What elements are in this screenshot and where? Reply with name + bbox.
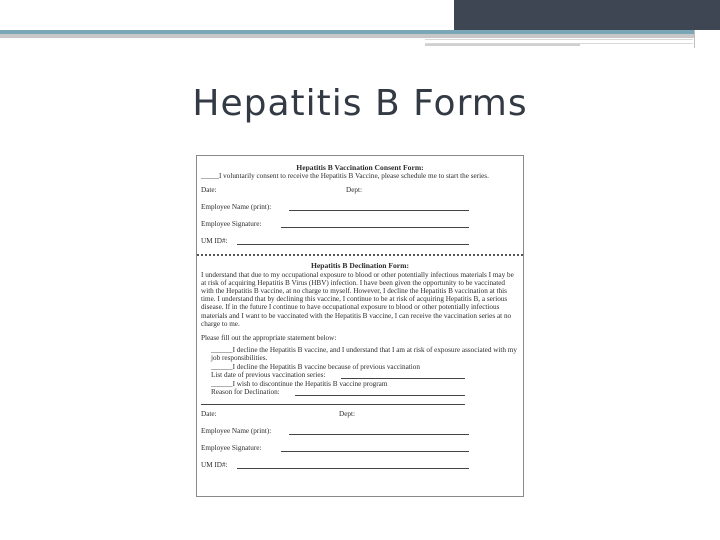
declination-umid-row <box>201 461 519 470</box>
declination-separator-line <box>201 404 465 405</box>
declination-date-row <box>201 410 519 419</box>
consent-dept-label: Dept: <box>346 186 362 195</box>
declination-option-1: ______I decline the Hepatitis B vaccine, and I understand that I am at risk of exposure associated with my job responsibilities. <box>211 346 519 363</box>
consent-date-row <box>201 186 519 195</box>
consent-signature-label: Employee Signature: <box>201 220 262 229</box>
declination-name-line <box>289 434 469 435</box>
form-document <box>196 155 524 497</box>
declination-separator-row <box>201 397 519 406</box>
declination-option-2-sub-row <box>211 371 519 380</box>
consent-date-label: Date: <box>201 186 217 195</box>
declination-option-3: ______I wish to discontinue the Hepatitis B vaccine program <box>211 379 388 388</box>
declination-name-row <box>201 427 519 436</box>
header-gray-stripe <box>0 34 720 38</box>
declination-umid-label: UM ID#: <box>201 461 228 470</box>
consent-form-title: Hepatitis B Vaccination Consent Form: <box>296 163 424 172</box>
declination-option-3-sub: Reason for Declination: <box>211 388 280 397</box>
declination-option-2-sub: List date of previous vaccination series: <box>211 370 326 379</box>
consent-signature-line <box>281 227 469 228</box>
cut-line <box>197 254 523 256</box>
consent-signature-row <box>201 220 519 229</box>
declination-dept-label: Dept: <box>339 410 355 419</box>
header-accent-line-short <box>425 44 580 46</box>
declination-name-label: Employee Name (print): <box>201 427 272 436</box>
declination-signature-label: Employee Signature: <box>201 444 262 453</box>
consent-umid-row <box>201 237 519 246</box>
declination-instruction: Please fill out the appropriate statement below: <box>201 334 337 343</box>
header-divider <box>694 30 720 48</box>
slide-title: Hepatitis B Forms <box>192 83 528 124</box>
reason-line <box>295 395 465 396</box>
consent-umid-line <box>237 244 469 245</box>
previous-vaccination-line <box>341 378 465 379</box>
consent-statement: _____I voluntarily consent to receive the Hepatitis B Vaccine, please schedule me to start the series. <box>201 172 489 181</box>
declination-paragraph: I understand that due to my occupational exposure to blood or other potentially infectious materials I may be at risk of acquiring Hepatitis B Virus (HBV) infection. I have been given the opportunity to be vaccinated with the Hepatitis B vaccine, at no charge to myself. However, I decline the Hepatitis B vaccination at this time. I understand that by declining this vaccine, I continue to be at risk of acquiring Hepatitis B, a serious disease. If in the future I continue to have occupational exposure to blood or other potentially infectious materials and I want to be vaccinated with the Hepatitis B vaccine, I can receive the vaccination series at no charge to me. <box>201 270 516 328</box>
declination-signature-line <box>281 451 469 452</box>
consent-name-label: Employee Name (print): <box>201 203 272 212</box>
declination-signature-row <box>201 444 519 453</box>
declination-option-2: ______I decline the Hepatitis B vaccine because of previous vaccination <box>211 362 420 371</box>
declination-form-title: Hepatitis B Declination Form: <box>310 261 410 271</box>
declination-umid-line <box>237 468 469 469</box>
consent-umid-label: UM ID#: <box>201 237 228 246</box>
consent-name-line <box>289 210 469 211</box>
consent-name-row <box>201 203 519 212</box>
declination-option-3-sub-row <box>211 388 519 397</box>
header-dark-block <box>454 0 720 30</box>
declination-date-label: Date: <box>201 410 217 419</box>
